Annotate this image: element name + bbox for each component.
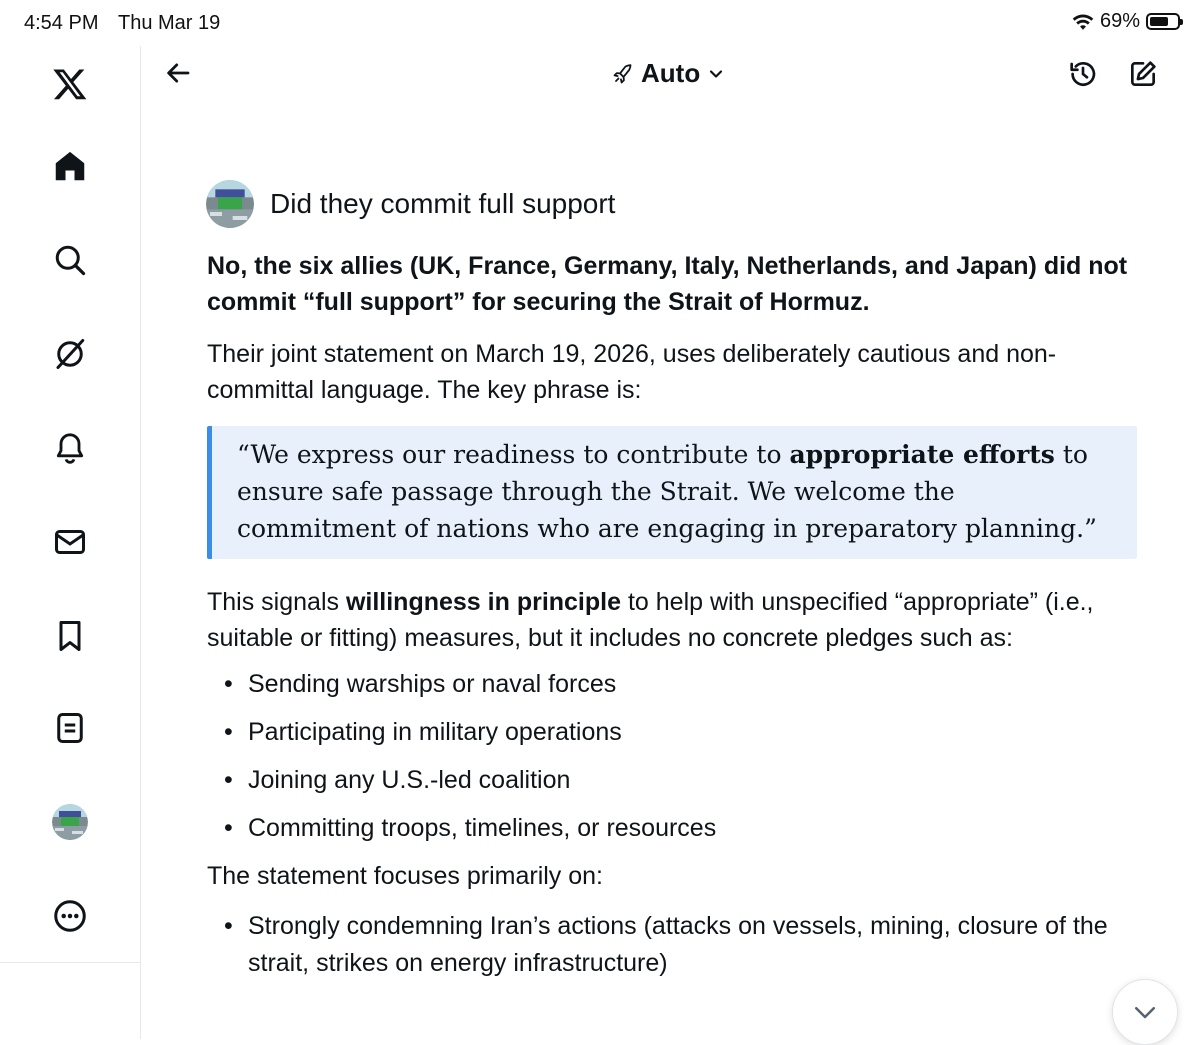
avatar (206, 180, 254, 228)
paragraph-bold-text: willingness in principle (345, 588, 622, 616)
grok-icon[interactable] (50, 334, 90, 374)
status-date: Thu Mar 19 (118, 12, 221, 34)
answer-paragraph (207, 584, 1137, 656)
chat-header (141, 46, 1200, 102)
battery-percent: 69% (1099, 10, 1140, 32)
list-item: • Sending warships or naval forces (207, 666, 1137, 703)
rocket-icon (611, 62, 635, 86)
compose-icon (1127, 58, 1159, 90)
lists-icon[interactable] (50, 708, 90, 748)
chevron-down-icon (706, 64, 726, 84)
scroll-to-bottom-button[interactable] (1112, 979, 1178, 1045)
mode-label: Auto (641, 58, 701, 88)
status-indicators (1072, 10, 1180, 33)
arrow-left-icon (163, 58, 193, 88)
home-icon[interactable] (50, 146, 90, 186)
battery-icon (1146, 13, 1180, 30)
notifications-icon[interactable] (50, 428, 90, 468)
paragraph-text: This signals (207, 588, 346, 616)
quote-text: “We express our readiness to contribute to (237, 440, 790, 469)
new-chat-button[interactable] (1125, 56, 1161, 92)
messages-icon[interactable] (50, 522, 90, 562)
sidebar (0, 46, 141, 1039)
profile-avatar[interactable] (50, 802, 90, 842)
bullet-list (207, 908, 1137, 982)
list-item: • Participating in military operations (207, 714, 1137, 751)
quoted-statement (207, 426, 1137, 559)
history-button[interactable] (1065, 56, 1101, 92)
avatar (52, 804, 88, 840)
chevron-down-icon (1130, 997, 1160, 1027)
sidebar-divider (0, 962, 140, 963)
paragraph-text: to help with unspecified “appropriate” (i.e., suitable or fitting) measures, but it includes no concrete pledges such as: (207, 588, 1094, 652)
user-message (206, 180, 1137, 228)
status-bar (0, 0, 1200, 46)
conversation (207, 180, 1137, 993)
answer-paragraph: Their joint statement on March 19, 2026, uses deliberately cautious and non-committal language. The key phrase is: (207, 340, 1057, 404)
mode-selector[interactable] (611, 58, 726, 89)
quote-bold-text: appropriate efforts (789, 440, 1055, 469)
bookmarks-icon[interactable] (50, 616, 90, 656)
history-icon (1067, 58, 1099, 90)
answer-paragraph: The statement focuses primarily on: (207, 862, 603, 890)
wifi-icon (1072, 13, 1094, 31)
back-button[interactable] (161, 56, 195, 90)
x-logo-icon[interactable] (50, 64, 90, 104)
user-prompt-text: Did they commit full support (270, 188, 616, 219)
answer-lead: No, the six allies (UK, France, Germany, Italy, Netherlands, and Japan) did not commit “full support” for securing the Strait of Hormuz. (207, 252, 1128, 316)
status-time: 4:54 PM (24, 12, 99, 34)
list-item: • Joining any U.S.-led coalition (207, 762, 1137, 799)
list-item: • Strongly condemning Iran’s actions (attacks on vessels, mining, closure of the strait, strikes on energy infrastructure) (207, 908, 1137, 982)
search-icon[interactable] (50, 240, 90, 280)
bullet-list (207, 666, 1137, 847)
list-item: • Committing troops, timelines, or resources (207, 810, 1137, 847)
quote-text: to ensure safe passage through the Strait. We welcome the commitment of nations who are engaging in preparatory planning.” (237, 440, 1097, 543)
more-icon[interactable] (50, 896, 90, 936)
